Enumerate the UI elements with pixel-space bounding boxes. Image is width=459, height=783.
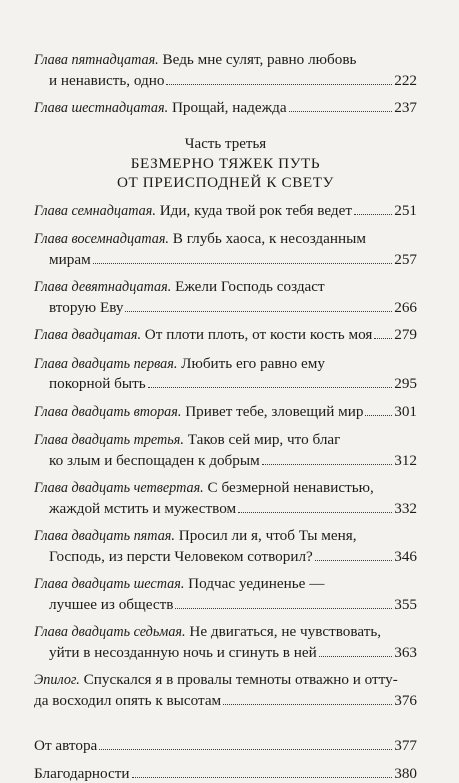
page-number: 279 (394, 325, 417, 345)
chapter-label: Глава двадцать первая. (34, 355, 177, 375)
chapter-label: Глава двадцать третья. (34, 431, 184, 451)
toc-entry-from-author (34, 736, 417, 756)
chapter-title: Любить его равно ему (181, 354, 325, 374)
dot-leader (93, 263, 393, 264)
chapter-label: Глава девятнадцатая. (34, 278, 171, 298)
chapter-label: Глава семнадцатая. (34, 202, 156, 222)
toc-entry-chapter-21 (34, 354, 417, 394)
page-number: 222 (394, 71, 417, 91)
part-label: Часть третья (34, 135, 417, 154)
chapter-label: Глава двадцать четвертая. (34, 479, 204, 499)
chapter-label: Глава двадцатая. (34, 326, 141, 346)
chapter-title-cont: лучшее из обществ (49, 595, 173, 615)
chapter-label: Глава двадцать седьмая. (34, 623, 186, 643)
chapter-title-cont: жаждой мстить и мужеством (49, 499, 236, 519)
dot-leader (354, 214, 392, 215)
back-matter-title: От автора (34, 736, 97, 756)
toc-entry-chapter-22 (34, 402, 417, 423)
chapter-title: Таков сей мир, что благ (188, 430, 341, 450)
chapter-label: Глава пятнадцатая. (34, 51, 159, 71)
chapter-title: В глубь хаоса, к несозданным (173, 229, 366, 249)
dot-leader (125, 311, 392, 312)
page-number: 257 (394, 250, 417, 270)
section-gap (34, 718, 417, 736)
toc-entry-chapter-15 (34, 50, 417, 90)
toc-entry-chapter-23 (34, 430, 417, 470)
dot-leader (175, 608, 392, 609)
dot-leader (132, 777, 393, 778)
page-number: 376 (394, 691, 417, 711)
toc-entry-acknowledgements (34, 764, 417, 783)
dot-leader (319, 656, 392, 657)
dot-leader (148, 387, 393, 388)
page-number: 377 (394, 736, 417, 756)
dot-leader (365, 415, 392, 416)
page-number: 266 (394, 298, 417, 318)
toc-entry-chapter-17 (34, 201, 417, 222)
page-number: 251 (394, 201, 417, 221)
chapter-label: Глава шестнадцатая. (34, 99, 168, 119)
chapter-title: От плоти плоть, от кости кость моя (145, 325, 373, 345)
toc-entry-chapter-27 (34, 622, 417, 662)
dot-leader (223, 704, 392, 705)
chapter-title: Иди, куда твой рок тебя ведет (160, 201, 352, 221)
chapter-label: Эпилог. (34, 671, 80, 691)
chapter-title: Прощай, надежда (172, 98, 287, 118)
chapter-title-cont: Господь, из персти Человеком сотворил? (49, 547, 313, 567)
chapter-title: Подчас уединенье — (188, 574, 324, 594)
chapter-title: Ежели Господь создаст (175, 277, 325, 297)
page-number: 363 (394, 643, 417, 663)
chapter-title-cont: ко злым и беспощаден к добрым (49, 451, 260, 471)
part-title-line-1: БЕЗМЕРНО ТЯЖЕК ПУТЬ (34, 154, 417, 174)
chapter-title: Спускался я в провалы темноты отважно и отту- (84, 670, 398, 690)
page-number: 301 (394, 402, 417, 422)
part-title-line-2: ОТ ПРЕИСПОДНЕЙ К СВЕТУ (34, 173, 417, 193)
toc-entry-chapter-20 (34, 325, 417, 346)
toc-entry-chapter-24 (34, 478, 417, 518)
page-number: 312 (394, 451, 417, 471)
dot-leader (99, 749, 392, 750)
chapter-label: Глава двадцать вторая. (34, 403, 181, 423)
chapter-title: Привет тебе, зловещий мир (185, 402, 363, 422)
toc-entry-chapter-16 (34, 98, 417, 119)
dot-leader (289, 111, 393, 112)
toc-entry-chapter-19 (34, 277, 417, 317)
chapter-title-cont: да восходил опять к высотам (34, 691, 221, 711)
dot-leader (262, 464, 393, 465)
chapter-title-cont: уйти в несозданную ночь и сгинуть в ней (49, 643, 317, 663)
chapter-label: Глава восемнадцатая. (34, 230, 169, 250)
dot-leader (315, 560, 392, 561)
chapter-title-cont: мирам (49, 250, 91, 270)
page-number: 355 (394, 595, 417, 615)
page-number: 295 (394, 374, 417, 394)
dot-leader (374, 338, 392, 339)
dot-leader (238, 512, 392, 513)
toc-entry-chapter-26 (34, 574, 417, 614)
part-heading (34, 135, 417, 193)
chapter-title: Ведь мне сулят, равно любовь (163, 50, 357, 70)
chapter-title: Просил ли я, чтоб Ты меня, (179, 526, 357, 546)
chapter-title: С безмерной ненавистью, (208, 478, 374, 498)
page-number: 237 (394, 98, 417, 118)
chapter-title-cont: и ненависть, одно (49, 71, 164, 91)
chapter-title-cont: покорной быть (49, 374, 146, 394)
toc-entry-chapter-18 (34, 229, 417, 269)
page-number: 332 (394, 499, 417, 519)
toc-entry-epilogue (34, 670, 417, 710)
back-matter-title: Благодарности (34, 764, 130, 783)
chapter-title-cont: вторую Еву (49, 298, 123, 318)
chapter-title: Не двигаться, не чувствовать, (189, 622, 381, 642)
toc-entry-chapter-25 (34, 526, 417, 566)
page-number: 380 (394, 764, 417, 783)
dot-leader (166, 84, 392, 85)
chapter-label: Глава двадцать шестая. (34, 575, 184, 595)
page-number: 346 (394, 547, 417, 567)
chapter-label: Глава двадцать пятая. (34, 527, 175, 547)
